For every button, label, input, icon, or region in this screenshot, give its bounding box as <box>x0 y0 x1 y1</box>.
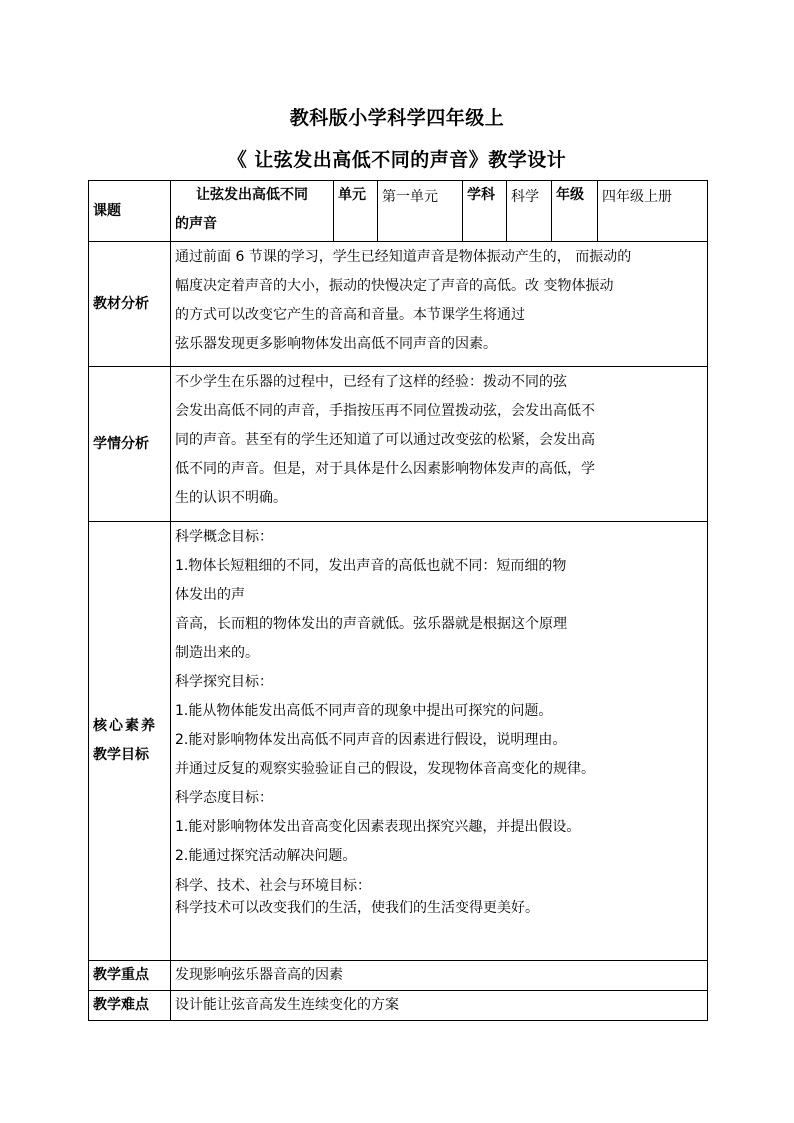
student-analysis-label: 学情分析 <box>89 367 171 522</box>
key-point-row <box>89 961 708 991</box>
material-analysis-row <box>89 242 708 367</box>
topic-value-line1: 让弦发出高低不同 <box>196 187 308 203</box>
document-title: 教科版小学科学四年级上 <box>289 107 505 129</box>
difficulty-label: 教学难点 <box>89 991 171 1021</box>
difficulty-value: 设计能让弦音高发生连续变化的方案 <box>171 991 708 1021</box>
material-analysis-line: 幅度决定着声音的大小，振动的快慢决定了声音的高低。改 变物体振动 <box>175 278 614 294</box>
topic-label: 课题 <box>89 181 171 242</box>
core-goals-label-line2: 教学目标 <box>93 747 149 763</box>
core-goals-label <box>89 522 171 961</box>
subject-label: 学科 <box>463 181 507 242</box>
material-analysis-line: 通过前面 6 节课的学习，学生已经知道声音是物体振动产生的， 而振动的 <box>175 249 632 265</box>
core-goals-line: 科学技术可以改变我们的生活，使我们的生活变得更美好。 <box>175 900 539 916</box>
grade-label: 年级 <box>552 181 598 242</box>
material-analysis-content <box>171 242 708 367</box>
student-analysis-content <box>171 367 708 522</box>
student-analysis-row <box>89 367 708 522</box>
student-analysis-line: 会发出高低不同的声音，手指按压再不同位置拨动弦，会发出高低不 <box>175 403 595 419</box>
topic-value-line2: 的声音 <box>175 216 217 232</box>
info-row <box>89 181 708 242</box>
core-goals-line: 2.能通过探究活动解决问题。 <box>175 848 357 864</box>
unit-value: 第一单元 <box>378 181 463 242</box>
material-analysis-label: 教材分析 <box>89 242 171 367</box>
core-goals-line: 音高，长而粗的物体发出的声音就低。弦乐器就是根据这个原理 <box>175 616 567 632</box>
subject-value: 科学 <box>507 181 552 242</box>
material-analysis-line: 弦乐器发现更多影响物体发出高低不同声音的因素。 <box>175 336 497 352</box>
core-goals-line: 并通过反复的观察实验验证自己的假设，发现物体音高变化的规律。 <box>175 761 595 777</box>
difficulty-row <box>89 991 708 1021</box>
lesson-plan-table <box>88 180 708 1021</box>
key-point-label: 教学重点 <box>89 961 171 991</box>
core-goals-row <box>89 522 708 961</box>
student-analysis-line: 低不同的声音。但是，对于具体是什么因素影响物体发声的高低，学 <box>175 461 595 477</box>
core-goals-line: 2.能对影响物体发出高低不同声音的因素进行假设，说明理由。 <box>175 732 567 748</box>
unit-label: 单元 <box>334 181 378 242</box>
core-goals-line: 1.物体长短粗细的不同，发出声音的高低也就不同：短而细的物 <box>175 558 567 574</box>
material-analysis-line: 的方式可以改变它产生的音高和音量。本节课学生将通过 <box>175 307 525 323</box>
student-analysis-line: 生的认识不明确。 <box>175 490 287 506</box>
core-goals-line: 体发出的声 <box>175 587 245 603</box>
core-goals-line: 科学概念目标： <box>175 529 273 545</box>
core-goals-label-line1: 核心素养 <box>93 718 157 734</box>
core-goals-line: 科学态度目标： <box>175 790 273 806</box>
core-goals-line: 1.能对影响物体发出音高变化因素表现出探究兴趣，并提出假设。 <box>175 819 581 835</box>
grade-value: 四年级上册 <box>598 181 708 242</box>
student-analysis-line: 同的声音。甚至有的学生还知道了可以通过改变弦的松紧，会发出高 <box>175 432 595 448</box>
key-point-value: 发现影响弦乐器音高的因素 <box>171 961 708 991</box>
core-goals-content <box>171 522 708 961</box>
core-goals-line: 科学探究目标： <box>175 674 273 690</box>
core-goals-line: 制造出来的。 <box>175 645 259 661</box>
core-goals-line: 1.能从物体能发出高低不同声音的现象中提出可探究的问题。 <box>175 703 553 719</box>
document-subtitle: 《 让弦发出高低不同的声音》教学设计 <box>227 149 567 171</box>
student-analysis-line: 不少学生在乐器的过程中，已经有了这样的经验：拨动不同的弦 <box>175 374 567 390</box>
core-goals-line: 科学、技术、社会与环境目标： <box>175 878 371 894</box>
topic-value <box>171 181 334 242</box>
